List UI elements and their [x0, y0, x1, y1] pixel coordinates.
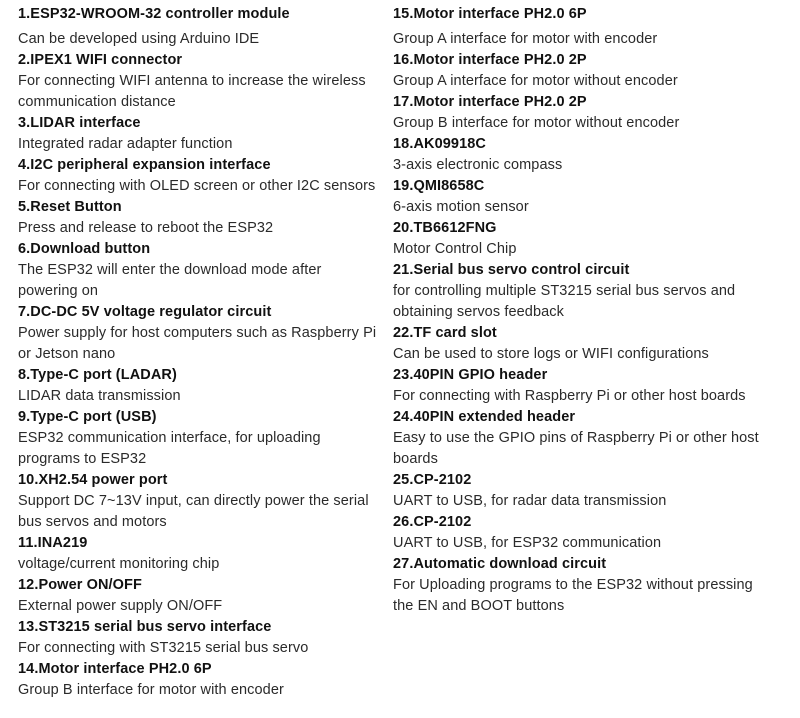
item-title: 16.Motor interface PH2.0 2P — [393, 52, 587, 68]
item-description: The ESP32 will enter the download mode after — [18, 262, 322, 278]
item-title: 2.IPEX1 WIFI connector — [18, 52, 183, 68]
item-title: 11.INA219 — [18, 535, 88, 551]
item-description: voltage/current monitoring chip — [18, 556, 220, 572]
item-title: 10.XH2.54 power port — [18, 472, 168, 488]
item-title: 27.Automatic download circuit — [393, 556, 607, 572]
item-description: For connecting with Raspberry Pi or other host boards — [393, 388, 746, 404]
item-title: 4.I2C peripheral expansion interface — [18, 157, 271, 173]
item-title: 7.DC-DC 5V voltage regulator circuit — [18, 304, 272, 320]
item-title: 22.TF card slot — [393, 325, 497, 341]
item-title: 8.Type-C port (LADAR) — [18, 367, 177, 383]
item-title: 9.Type-C port (USB) — [18, 409, 157, 425]
right-column — [393, 4, 793, 617]
item-title: 23.40PIN GPIO header — [393, 367, 548, 383]
item-description: Group A interface for motor with encoder — [393, 31, 658, 47]
item-title: 21.Serial bus servo control circuit — [393, 262, 630, 278]
item-description: Power supply for host computers such as Raspberry Pi — [18, 325, 377, 341]
item-title: 20.TB6612FNG — [393, 220, 497, 236]
left-column — [18, 4, 388, 701]
item-description: For connecting with ST3215 serial bus servo — [18, 640, 309, 656]
item-title: 24.40PIN extended header — [393, 409, 576, 425]
item-description: UART to USB, for radar data transmission — [393, 493, 667, 509]
item-description: For connecting WIFI antenna to increase the wireless — [18, 73, 366, 89]
item-title: 17.Motor interface PH2.0 2P — [393, 94, 587, 110]
item-description: Group B interface for motor without encoder — [393, 115, 680, 131]
item-description: the EN and BOOT buttons — [393, 598, 565, 614]
item-description: For Uploading programs to the ESP32 without pressing — [393, 577, 753, 593]
item-title: 25.CP-2102 — [393, 472, 472, 488]
item-description: External power supply ON/OFF — [18, 598, 223, 614]
item-description: programs to ESP32 — [18, 451, 147, 467]
item-title: 1.ESP32-WROOM-32 controller module — [18, 6, 290, 22]
item-title: 26.CP-2102 — [393, 514, 472, 530]
item-description: Support DC 7~13V input, can directly power the serial — [18, 493, 369, 509]
item-description: For connecting with OLED screen or other I2C sensors — [18, 178, 376, 194]
item-description: communication distance — [18, 94, 176, 110]
item-description: or Jetson nano — [18, 346, 116, 362]
item-description: for controlling multiple ST3215 serial bus servos and — [393, 283, 736, 299]
item-title: 6.Download button — [18, 241, 151, 257]
item-title: 18.AK09918C — [393, 136, 486, 152]
item-description: Can be developed using Arduino IDE — [18, 31, 260, 47]
item-description: UART to USB, for ESP32 communication — [393, 535, 662, 551]
item-title: 15.Motor interface PH2.0 6P — [393, 6, 587, 22]
item-description: powering on — [18, 283, 99, 299]
item-description: Easy to use the GPIO pins of Raspberry Pi or other host — [393, 430, 759, 446]
item-title: 5.Reset Button — [18, 199, 122, 215]
item-description: LIDAR data transmission — [18, 388, 181, 404]
item-description: Group B interface for motor with encoder — [18, 682, 284, 698]
item-title: 14.Motor interface PH2.0 6P — [18, 661, 212, 677]
item-description: bus servos and motors — [18, 514, 167, 530]
item-title: 13.ST3215 serial bus servo interface — [18, 619, 272, 635]
item-description: obtaining servos feedback — [393, 304, 564, 320]
item-description: Group A interface for motor without encoder — [393, 73, 678, 89]
item-description: Integrated radar adapter function — [18, 136, 233, 152]
item-description: ESP32 communication interface, for uploading — [18, 430, 321, 446]
item-description: Motor Control Chip — [393, 241, 517, 257]
item-title: 3.LIDAR interface — [18, 115, 141, 131]
item-description: boards — [393, 451, 438, 467]
item-description: 3-axis electronic compass — [393, 157, 563, 173]
item-description: Press and release to reboot the ESP32 — [18, 220, 274, 236]
item-title: 19.QMI8658C — [393, 178, 485, 194]
item-description: 6-axis motion sensor — [393, 199, 529, 215]
item-description: Can be used to store logs or WIFI configurations — [393, 346, 709, 362]
item-title: 12.Power ON/OFF — [18, 577, 142, 593]
